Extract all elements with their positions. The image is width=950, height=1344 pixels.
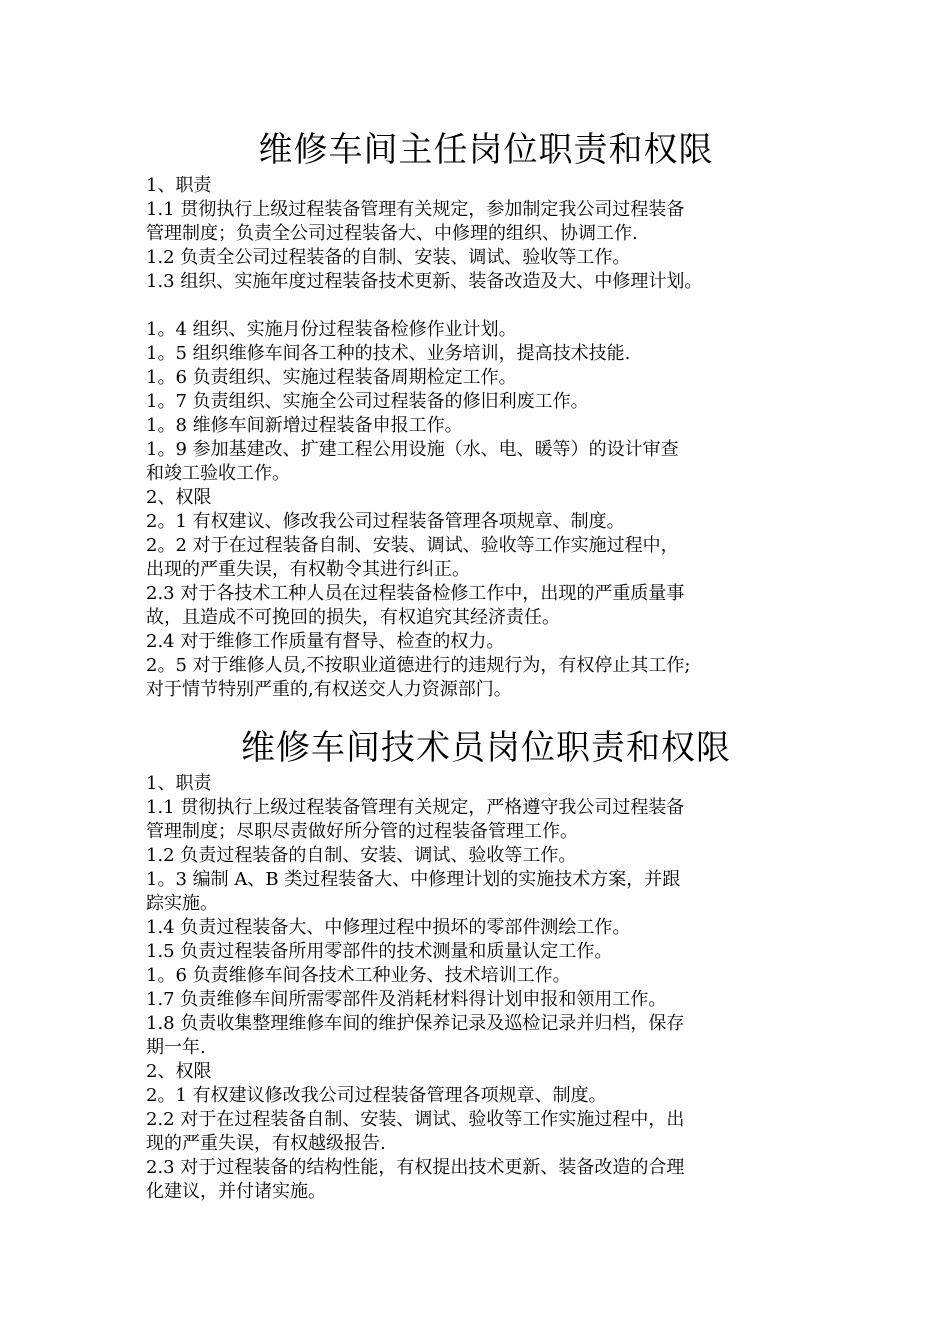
text-line: 1。7 负责组织、实施全公司过程装备的修旧利废工作。 (146, 391, 589, 412)
text-line: 1.3 组织、实施年度过程装备技术更新、装备改造及大、中修理计划。 (146, 271, 703, 292)
text-line: 1。9 参加基建改、扩建工程公用设施（水、电、暖等）的设计审查 (146, 439, 679, 460)
text-line: 1。6 负责维修车间各技术工种业务、技术培训工作。 (146, 965, 571, 986)
text-line: 管理制度；负责全公司过程装备大、中修理的组织、协调工作. (146, 223, 638, 244)
text-line: 1.5 负责过程装备所用零部件的技术测量和质量认定工作。 (146, 941, 613, 962)
director-duties-section (146, 126, 826, 702)
text-line: 2.3 对于过程装备的结构性能，有权提出技术更新、装备改造的合理 (146, 1157, 685, 1178)
text-line: 出现的严重失误，有权勒令其进行纠正。 (146, 559, 470, 580)
text-line: 1。4 组织、实施月份过程装备检修作业计划。 (146, 319, 517, 340)
text-line: 1。8 维修车间新增过程装备申报工作。 (146, 415, 463, 436)
text-line: 1.1 贯彻执行上级过程装备管理有关规定，参加制定我公司过程装备 (146, 199, 685, 220)
text-line: 1.2 负责全公司过程装备的自制、安装、调试、验收等工作。 (146, 247, 631, 268)
technician-duties-section (146, 724, 826, 1204)
text-line: 踪实施。 (146, 893, 218, 914)
text-line: 1.4 负责过程装备大、中修理过程中损坏的零部件测绘工作。 (146, 917, 631, 938)
text-line: 2。2 对于在过程装备自制、安装、调试、验收等工作实施过程中， (146, 535, 679, 556)
text-line: 管理制度；尽职尽责做好所分管的过程装备管理工作。 (146, 821, 578, 842)
blank-line (146, 294, 826, 318)
text-line: 2。1 有权建议、修改我公司过程装备管理各项规章、制度。 (146, 511, 625, 532)
director-duties-title: 维修车间主任岗位职责和权限 (258, 130, 714, 170)
text-line: 2、权限 (146, 487, 212, 508)
text-line: 2。1 有权建议修改我公司过程装备管理各项规章、制度。 (146, 1085, 607, 1106)
text-line: 1。6 负责组织、实施过程装备周期检定工作。 (146, 367, 517, 388)
text-line: 对于情节特别严重的,有权送交人力资源部门。 (146, 679, 512, 700)
text-line: 2.3 对于各技术工种人员在过程装备检修工作中，出现的严重质量事 (146, 583, 685, 604)
text-line: 1.8 负责收集整理维修车间的维护保养记录及巡检记录并归档，保存 (146, 1013, 685, 1034)
text-line: 1。3 编制 A、B 类过程装备大、中修理计划的实施技术方案，并跟 (146, 869, 681, 890)
text-line: 1.7 负责维修车间所需零部件及消耗材料得计划申报和领用工作。 (146, 989, 667, 1010)
text-line: 2、权限 (146, 1061, 212, 1082)
text-line: 1、职责 (146, 175, 212, 196)
text-line: 2。5 对于维修人员,不按职业道德进行的违规行为，有权停止其工作; (146, 655, 691, 676)
text-line: 1、职责 (146, 773, 212, 794)
text-line: 1.1 贯彻执行上级过程装备管理有关规定，严格遵守我公司过程装备 (146, 797, 685, 818)
text-line: 2.2 对于在过程装备自制、安装、调试、验收等工作实施过程中，出 (146, 1109, 685, 1130)
text-line: 2.4 对于维修工作质量有督导、检查的权力。 (146, 631, 505, 652)
text-line: 和竣工验收工作。 (146, 463, 290, 484)
text-line: 故，且造成不可挽回的损失，有权追究其经济责任。 (146, 607, 560, 628)
text-line: 现的严重失误，有权越级报告. (146, 1133, 386, 1154)
text-line: 1.2 负责过程装备的自制、安装、调试、验收等工作。 (146, 845, 577, 866)
text-line: 1。5 组织维修车间各工种的技术、业务培训，提高技术技能. (146, 343, 631, 364)
technician-duties-title: 维修车间技术员岗位职责和权限 (241, 728, 731, 768)
text-line: 化建议，并付诸实施。 (146, 1181, 326, 1202)
text-line: 期一年. (146, 1037, 206, 1058)
